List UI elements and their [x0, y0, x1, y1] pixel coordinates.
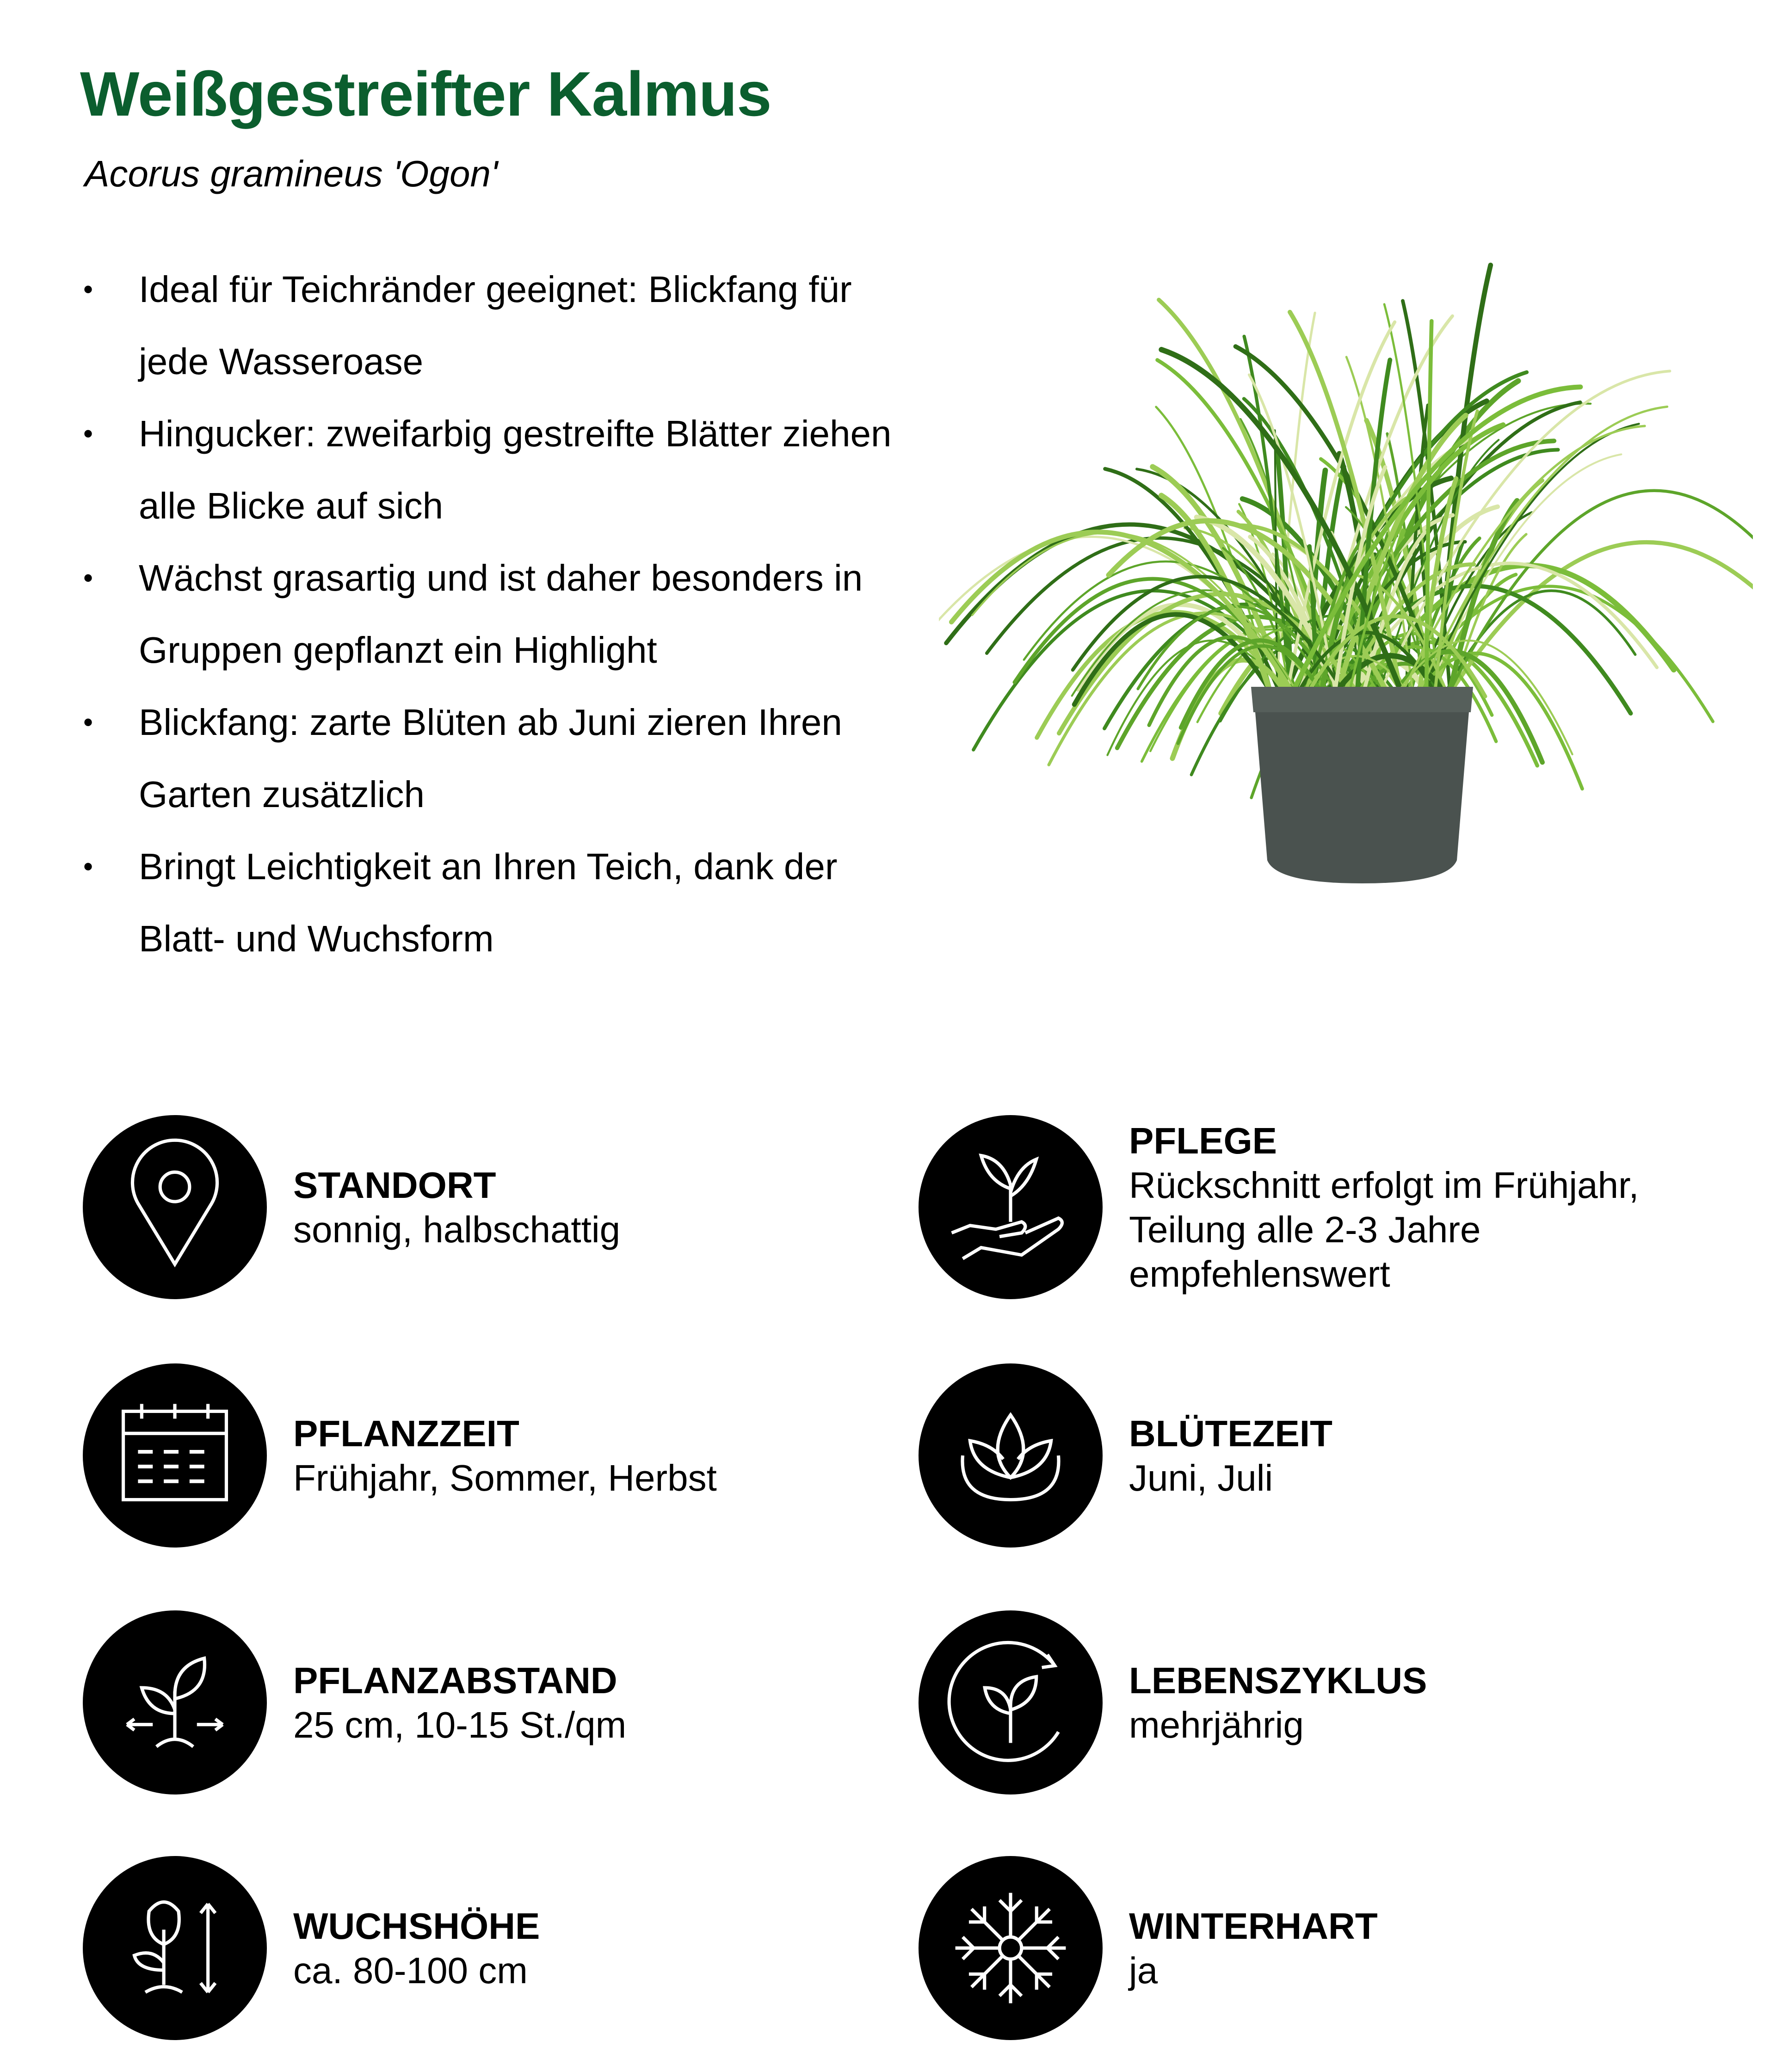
feature-standort: STANDORT sonnig, halbschattig — [83, 1115, 892, 1300]
plant-height-icon — [83, 1856, 267, 2040]
feature-pflege: PFLEGE Rückschnitt erfolgt im Frühjahr, Teilung alle 2-3 Jahre empfehlenswert — [919, 1115, 1728, 1300]
calendar-icon — [83, 1363, 267, 1548]
plant-pot — [1253, 689, 1471, 883]
list-item: • Blickfang: zarte Blüten ab Juni zieren Ihren Garten zusätzlich — [83, 702, 842, 815]
feature-lebenszyklus: LEBENSZYKLUS mehrjährig — [919, 1610, 1728, 1795]
location-pin-icon — [83, 1115, 267, 1299]
product-image — [939, 185, 1753, 897]
life-cycle-icon — [919, 1610, 1103, 1794]
feature-bluetezeit: BLÜTEZEIT Juni, Juli — [919, 1363, 1728, 1548]
feature-winterhart: WINTERHART ja — [919, 1856, 1728, 2041]
plant-spacing-icon — [83, 1610, 267, 1794]
feature-pflanzzeit: PFLANZZEIT Frühjahr, Sommer, Herbst — [83, 1363, 892, 1548]
list-item: • Hingucker: zweifarbig gestreifte Blätter ziehen alle Blicke auf sich — [83, 413, 892, 526]
lotus-flower-icon — [919, 1363, 1103, 1548]
snowflake-icon — [919, 1856, 1103, 2040]
feature-wuchshoehe: WUCHSHÖHE ca. 80-100 cm — [83, 1856, 892, 2041]
botanical-name: Acorus gramineus 'Ogon' — [85, 153, 498, 194]
list-item: • Wächst grasartig und ist daher besonders in Gruppen gepflanzt ein Highlight — [83, 557, 863, 671]
list-item: • Bringt Leichtigkeit an Ihren Teich, dank der Blatt- und Wuchsform — [83, 846, 838, 959]
hand-seedling-icon — [919, 1115, 1103, 1299]
page-title: Weißgestreifter Kalmus — [80, 59, 771, 129]
feature-pflanzabstand: PFLANZABSTAND 25 cm, 10-15 St./qm — [83, 1610, 892, 1795]
feature-list — [79, 253, 920, 975]
list-item: • Ideal für Teichränder geeignet: Blickfang für jede Wasseroase — [83, 269, 852, 382]
